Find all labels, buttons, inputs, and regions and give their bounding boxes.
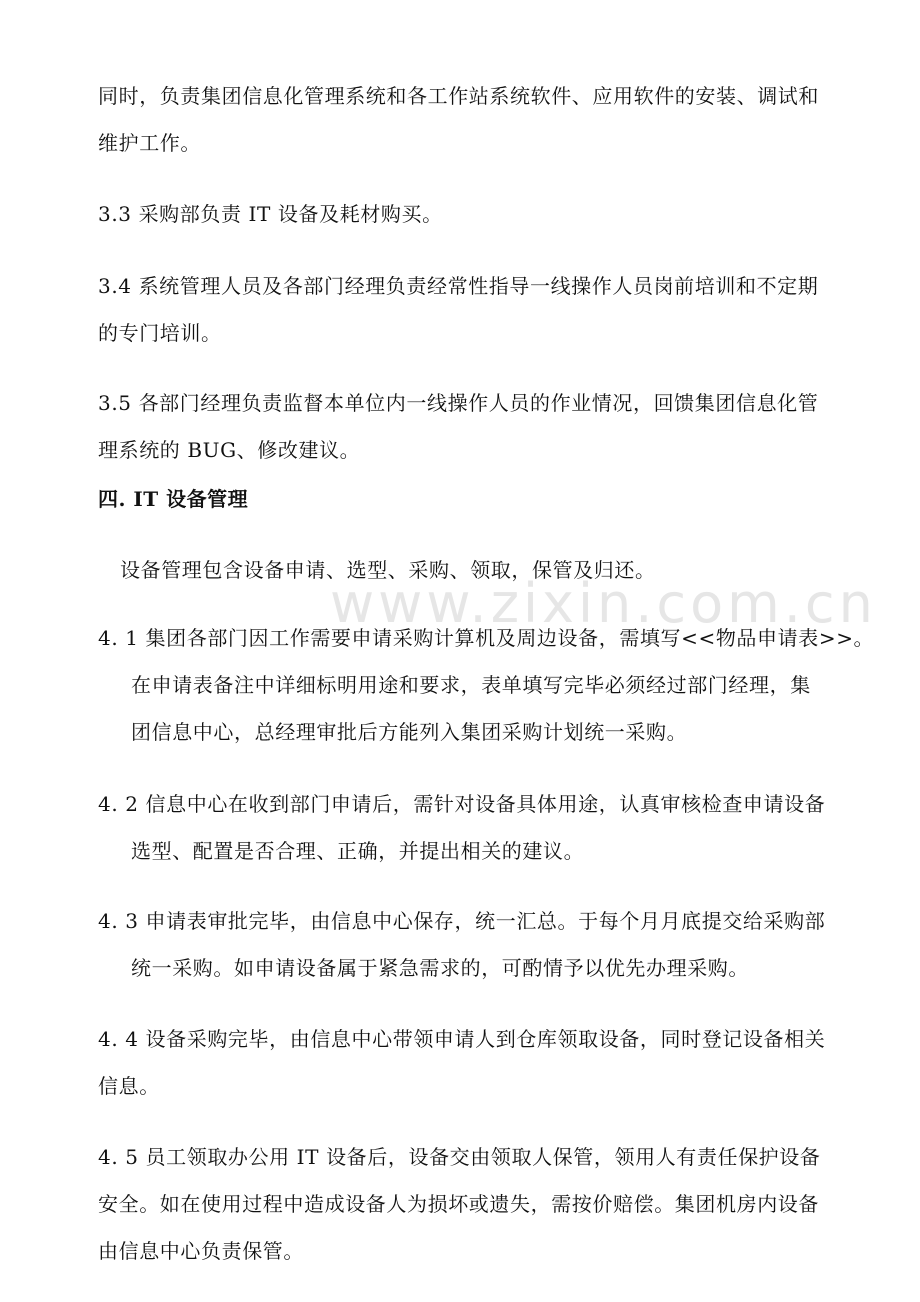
text-line: 设备管理包含设备申请、选型、采购、领取，保管及归还。 (120, 558, 656, 582)
text-line: 4. 3 申请表审批完毕，由信息中心保存，统一汇总。于每个月月底提交给采购部 (98, 909, 826, 933)
text-line: 在申请表备注中详细标明用途和要求，表单填写完毕必须经过部门经理，集 (131, 673, 811, 697)
text-line: 安全。如在使用过程中造成设备人为损坏或遗失，需按价赔偿。集团机房内设备 (98, 1192, 819, 1216)
text-line: 维护工作。 (98, 131, 201, 155)
text-line: 4. 1 集团各部门因工作需要申请采购计算机及周边设备，需填写<<物品申请表>>。 (98, 626, 875, 650)
text-line: 理系统的 BUG、修改建议。 (98, 438, 361, 462)
text-line: 同时，负责集团信息化管理系统和各工作站系统软件、应用软件的安装、调试和 (98, 84, 819, 108)
text-line: 4. 5 员工领取办公用 IT 设备后，设备交由领取人保管，领用人有责任保护设备 (98, 1145, 821, 1169)
paragraph-3-2-continued (98, 73, 858, 167)
text-line: 由信息中心负责保管。 (98, 1239, 304, 1263)
paragraph-3-5 (98, 380, 858, 474)
watermark: www.zixin.com.cn (330, 572, 877, 635)
text-line: 3.3 采购部负责 IT 设备及耗材购买。 (98, 202, 443, 226)
text-line: 4. 2 信息中心在收到部门申请后，需针对设备具体用途，认真审核检查申请设备 (98, 792, 826, 816)
item-4-1 (98, 615, 875, 756)
paragraph-3-4 (98, 263, 858, 357)
item-4-2 (98, 781, 858, 875)
text-line: 统一采购。如申请设备属于紧急需求的，可酌情予以优先办理采购。 (131, 956, 749, 980)
text-line: 4. 4 设备采购完毕，由信息中心带领申请人到仓库领取设备，同时登记设备相关 (98, 1027, 826, 1051)
paragraph-3-3 (98, 191, 858, 238)
text-line: 的专门培训。 (98, 321, 222, 345)
text-line: 团信息中心，总经理审批后方能列入集团采购计划统一采购。 (131, 720, 688, 744)
text-line: 选型、配置是否合理、正确，并提出相关的建议。 (131, 839, 585, 863)
text-line: 3.4 系统管理人员及各部门经理负责经常性指导一线操作人员岗前培训和不定期 (98, 274, 819, 298)
text-line: 信息。 (98, 1074, 160, 1098)
item-4-5 (98, 1134, 858, 1275)
section-intro (120, 547, 880, 594)
text-line: 3.5 各部门经理负责监督本单位内一线操作人员的作业情况，回馈集团信息化管 (98, 391, 819, 415)
item-4-4 (98, 1016, 858, 1110)
item-4-3 (98, 898, 858, 992)
section-heading: 四. IT 设备管理 (98, 487, 249, 511)
